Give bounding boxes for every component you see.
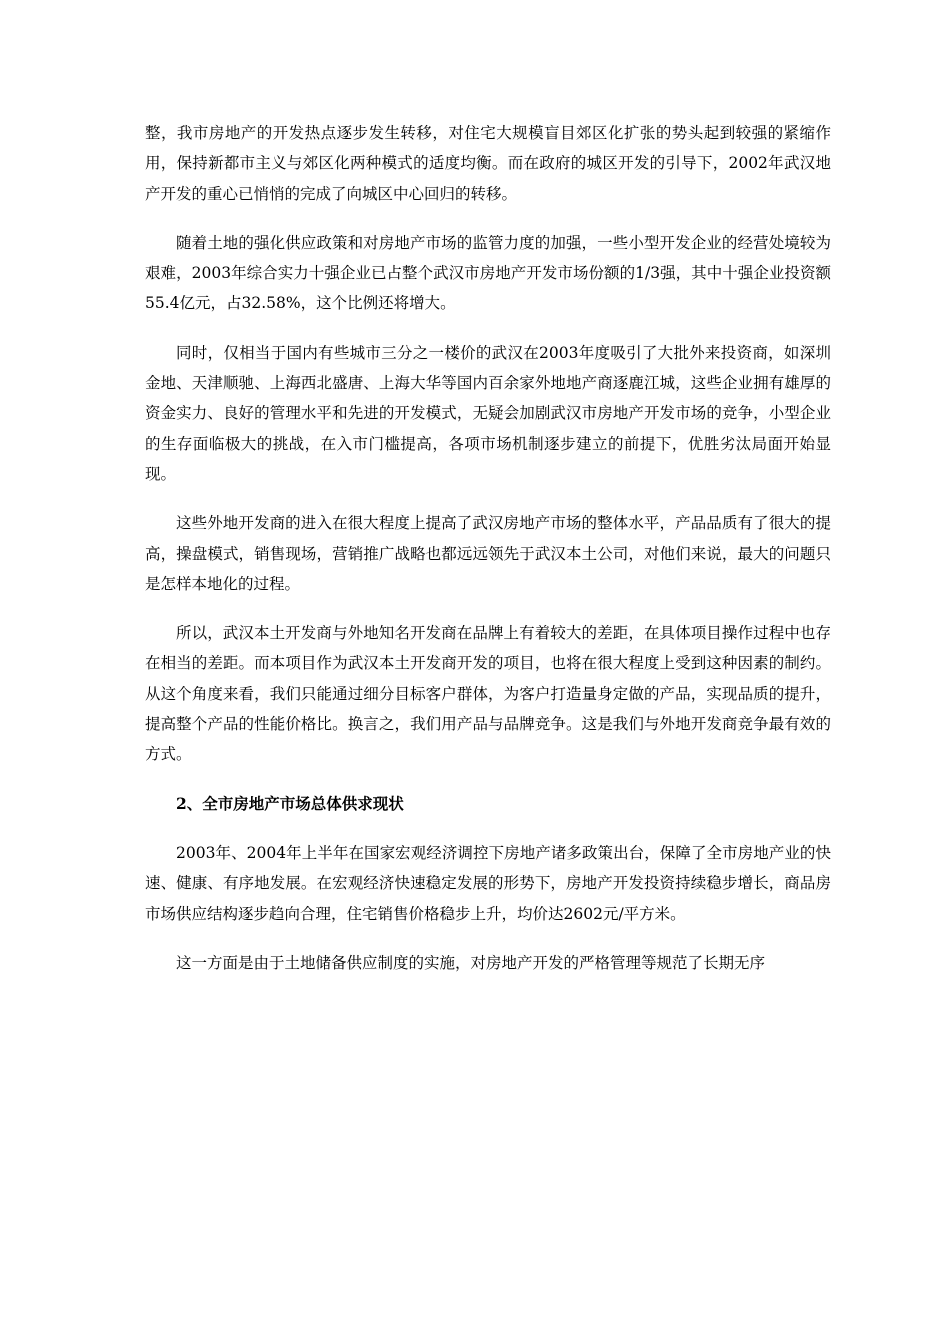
paragraph-5: 所以，武汉本土开发商与外地知名开发商在品牌上有着较大的差距，在具体项目操作过程中也存在相当的差距。而本项目作为武汉本土开发商开发的项目，也将在很大程度上受到这种因素的制约。从这个角度来看，我们只能通过细分目标客户群体，为客户打造量身定做的产品，实现品质的提升，提高整个产品的性能价格比。换言之，我们用产品与品牌竞争。这是我们与外地开发商竞争最有效的方式。 [145, 624, 831, 764]
document-page [145, 118, 831, 997]
paragraph-6: 2003年、2004年上半年在国家宏观经济调控下房地产诸多政策出台，保障了全市房地产业的快速、健康、有序地发展。在宏观经济快速稳定发展的形势下，房地产开发投资持续稳步增长，商品房市场供应结构逐步趋向合理，住宅销售价格稳步上升，均价达2602元/平方米。 [145, 843, 831, 923]
paragraph-4: 这些外地开发商的进入在很大程度上提高了武汉房地产市场的整体水平，产品品质有了很大的提高，操盘模式，销售现场，营销推广战略也都远远领先于武汉本土公司，对他们来说，最大的问题只是怎样本地化的过程。 [145, 514, 831, 593]
section-heading: 2、全市房地产市场总体供求现状 [176, 793, 404, 813]
paragraph-1: 整，我市房地产的开发热点逐步发生转移，对住宅大规模盲目郊区化扩张的势头起到较强的紧缩作用，保持新都市主义与郊区化两种模式的适度均衡。而在政府的城区开发的引导下，2002年武汉地产开发的重心已悄悄的完成了向城区中心回归的转移。 [145, 124, 831, 203]
paragraph-3: 同时，仅相当于国内有些城市三分之一楼价的武汉在2003年度吸引了大批外来投资商，如深圳金地、天津顺驰、上海西北盛唐、上海大华等国内百余家外地地产商逐鹿江城，这些企业拥有雄厚的资金实力、良好的管理水平和先进的开发模式，无疑会加剧武汉市房地产开发市场的竞争，小型企业的生存面临极大的挑战，在入市门槛提高，各项市场机制逐步建立的前提下，优胜劣汰局面开始显现。 [145, 343, 831, 483]
paragraph-7: 这一方面是由于土地储备供应制度的实施，对房地产开发的严格管理等规范了长期无序 [176, 953, 766, 972]
paragraph-2: 随着土地的强化供应政策和对房地产市场的监管力度的加强，一些小型开发企业的经营处境较为艰难，2003年综合实力十强企业已占整个武汉市房地产开发市场份额的1/3强，其中十强企业投资额55.4亿元，占32.58%，这个比例还将增大。 [145, 233, 831, 313]
